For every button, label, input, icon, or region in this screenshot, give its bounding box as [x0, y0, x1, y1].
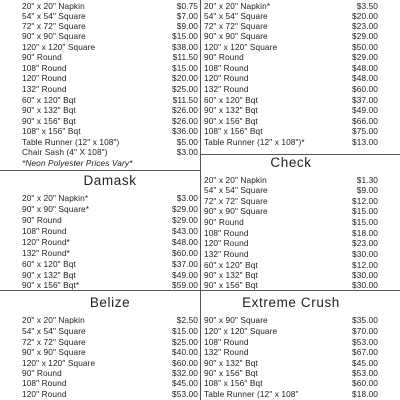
- price-row: [204, 95, 378, 105]
- item-label: 90" x 90" Square: [204, 206, 268, 216]
- item-label: 90" x 156" Bqt: [22, 116, 76, 126]
- item-label: 90" x 90" Square: [204, 31, 268, 41]
- price-row: [204, 347, 378, 357]
- price-row: [204, 1, 378, 11]
- item-price: $7.00: [176, 11, 198, 21]
- price-row: [22, 42, 198, 52]
- item-label: 108" Round: [204, 228, 249, 238]
- section-title: Belize: [89, 295, 131, 310]
- item-price: $15.00: [172, 326, 198, 336]
- item-price: $23.00: [352, 21, 378, 31]
- price-row: [22, 259, 198, 269]
- item-price: $53.00: [352, 368, 378, 378]
- item-price: $50.00: [352, 42, 378, 52]
- price-row: [204, 337, 378, 347]
- item-price: $30.00: [352, 280, 378, 290]
- item-label: 108" Round: [22, 63, 67, 73]
- item-price: $2.50: [176, 315, 198, 325]
- item-label: 90" x 156" Bqt: [204, 368, 258, 378]
- price-row: [204, 206, 378, 216]
- item-label: 132" Round: [204, 249, 249, 259]
- item-label: 54" x 54" Square: [22, 326, 86, 336]
- item-label: 20" x 20" Napkin*: [22, 193, 89, 203]
- price-row: [204, 42, 378, 52]
- item-label: 108" x 156" Bqt: [204, 378, 263, 388]
- item-label: 60" x 120" Bqt: [204, 260, 258, 270]
- price-row: [204, 217, 378, 227]
- item-label: 120" Round: [22, 73, 67, 83]
- price-row: [22, 347, 198, 357]
- price-row: [204, 238, 378, 248]
- price-row: [22, 378, 198, 388]
- section-title: Check: [270, 155, 312, 170]
- price-row: [22, 237, 198, 247]
- price-row: [204, 73, 378, 83]
- item-label: 90" x 132" Bqt: [22, 270, 76, 280]
- price-row: [22, 21, 198, 31]
- item-label: 120" x 120" Square: [22, 358, 96, 368]
- item-label: 72" x 72" Square: [22, 21, 86, 31]
- item-label: 60" x 120" Bqt: [22, 95, 76, 105]
- item-price: $23.00: [352, 238, 378, 248]
- item-label: 108" Round: [22, 226, 67, 236]
- price-row: [22, 204, 198, 214]
- price-row: [22, 147, 198, 157]
- item-price: $9.00: [356, 185, 378, 195]
- item-price: $37.00: [172, 259, 198, 269]
- item-label: 54" x 54" Square: [204, 185, 268, 195]
- item-label: 90" x 90" Square: [204, 315, 268, 325]
- item-price: $29.00: [172, 215, 198, 225]
- item-label: Table Runner (12" x 108")*: [204, 137, 305, 147]
- price-row: [204, 116, 378, 126]
- price-row: [204, 21, 378, 31]
- item-price: $48.00: [352, 63, 378, 73]
- price-row: [204, 11, 378, 21]
- section-divider-bottom: [0, 290, 400, 291]
- item-price: $75.00: [352, 126, 378, 136]
- price-row: [204, 196, 378, 206]
- price-row: [204, 270, 378, 280]
- item-label: 90" x 132" Bqt: [204, 105, 258, 115]
- price-row: [204, 105, 378, 115]
- price-row: [204, 326, 378, 336]
- item-price: $25.00: [172, 84, 198, 94]
- price-row: [22, 52, 198, 62]
- price-row: [22, 105, 198, 115]
- item-label: 90" Round: [22, 215, 62, 225]
- price-row: [22, 270, 198, 280]
- item-price: $26.00: [172, 116, 198, 126]
- item-label: 72" x 72" Square: [22, 337, 86, 347]
- item-label: 120" Round: [204, 238, 249, 248]
- item-price: $48.00: [172, 237, 198, 247]
- item-label: 20" x 20" Napkin: [22, 315, 85, 325]
- item-price: $38.00: [172, 42, 198, 52]
- item-price: $53.00: [172, 389, 198, 399]
- item-price: $3.50: [356, 1, 378, 11]
- item-label: 90" Round: [204, 217, 244, 227]
- item-price: $15.00: [172, 63, 198, 73]
- item-price: $1.30: [356, 175, 378, 185]
- price-row: [22, 73, 198, 83]
- item-label: 90" Round: [204, 52, 244, 62]
- price-row: [22, 31, 198, 41]
- item-label: 132" Round: [22, 84, 67, 94]
- price-row: [22, 248, 198, 258]
- item-label: 120" x 120" Square: [204, 326, 278, 336]
- item-label: 120" Round: [204, 73, 249, 83]
- item-price: $70.00: [352, 326, 378, 336]
- item-price: $15.00: [352, 217, 378, 227]
- item-price: $3.00: [176, 147, 198, 157]
- item-price: $18.00: [352, 389, 378, 399]
- item-price: $18.00: [352, 228, 378, 238]
- item-price: $35.00: [352, 315, 378, 325]
- item-label: 72" x 72" Square: [204, 196, 268, 206]
- item-label: 90" x 132" Bqt: [204, 358, 258, 368]
- item-label: 120" x 120" Square: [22, 42, 96, 52]
- item-price: $60.00: [352, 84, 378, 94]
- price-row: [204, 31, 378, 41]
- price-row: [22, 137, 198, 147]
- item-label: Chair Sash (4" X 108"): [22, 147, 108, 157]
- item-price: $20.00: [352, 11, 378, 21]
- item-label: 90" x 156" Bqt: [204, 116, 258, 126]
- item-label: 108" Round: [204, 63, 249, 73]
- item-price: $45.00: [172, 378, 198, 388]
- price-row: [22, 315, 198, 325]
- item-label: 90" x 132" Bqt: [204, 270, 258, 280]
- price-row: [204, 63, 378, 73]
- price-row: [22, 215, 198, 225]
- item-label: 132" Round: [204, 84, 249, 94]
- item-price: $66.00: [352, 116, 378, 126]
- item-label: 90" x 156" Bqt: [204, 280, 258, 290]
- item-label: 60" x 120" Bqt: [204, 95, 258, 105]
- price-row: [22, 116, 198, 126]
- item-price: $29.00: [352, 31, 378, 41]
- item-price: $5.00: [176, 137, 198, 147]
- price-row: [204, 175, 378, 185]
- item-price: $32.00: [172, 368, 198, 378]
- item-label: 120" x 120" Square: [204, 42, 278, 52]
- item-price: $15.00: [352, 206, 378, 216]
- price-row: [22, 126, 198, 136]
- item-price: $29.00: [352, 52, 378, 62]
- price-row: [204, 358, 378, 368]
- price-row: [22, 389, 198, 399]
- item-label: 20" x 20" Napkin*: [204, 1, 271, 11]
- item-label: 90" Round: [22, 368, 62, 378]
- section-title: Extreme Crush: [242, 295, 340, 310]
- item-price: $3.00: [176, 193, 198, 203]
- price-row: [204, 260, 378, 270]
- item-label: 90" x 90" Square: [22, 31, 86, 41]
- item-price: $29.00: [172, 204, 198, 214]
- item-price: $60.00: [172, 358, 198, 368]
- item-price: $0.75: [176, 1, 198, 11]
- item-price: $11.50: [172, 95, 198, 105]
- item-label: 108" x 156" Bqt: [22, 126, 81, 136]
- column-divider: [200, 0, 201, 400]
- item-price: $45.00: [352, 358, 378, 368]
- item-price: $11.50: [172, 52, 198, 62]
- price-row: [204, 368, 378, 378]
- price-row: [22, 63, 198, 73]
- item-label: 60" x 120" Bqt: [22, 259, 76, 269]
- item-price: $12.00: [352, 260, 378, 270]
- item-price: $49.00: [352, 105, 378, 115]
- price-row: [22, 84, 198, 94]
- price-row: [22, 280, 198, 290]
- price-row: [22, 368, 198, 378]
- item-label: 120" Round*: [22, 237, 70, 247]
- price-row: [22, 326, 198, 336]
- item-label: 72" x 72" Square: [204, 21, 268, 31]
- item-price: $20.00: [172, 73, 198, 83]
- item-label: 108" Round: [204, 337, 249, 347]
- item-price: $53.00: [352, 337, 378, 347]
- item-price: $9.00: [176, 21, 198, 31]
- price-row: [204, 249, 378, 259]
- item-price: $67.00: [352, 347, 378, 357]
- note-text: *Neon Polyester Prices Vary*: [22, 158, 133, 168]
- item-label: 132" Round: [204, 347, 249, 357]
- item-label: 20" x 20" Napkin: [22, 1, 85, 11]
- price-row: [204, 315, 378, 325]
- price-row: [22, 337, 198, 347]
- item-price: $30.00: [352, 270, 378, 280]
- price-row: [204, 126, 378, 136]
- price-row: [22, 358, 198, 368]
- item-label: 90" Round: [22, 52, 62, 62]
- price-row: [204, 52, 378, 62]
- item-price: $36.00: [172, 126, 198, 136]
- item-label: 108" x 156" Bqt: [204, 126, 263, 136]
- item-price: $15.00: [172, 31, 198, 41]
- price-row: [204, 389, 378, 399]
- price-row: [22, 193, 198, 203]
- item-price: $30.00: [352, 249, 378, 259]
- item-label: 108" Round: [22, 378, 67, 388]
- item-label: Table Runner (12" x 108"): [22, 137, 120, 147]
- price-row: [204, 228, 378, 238]
- price-row: [22, 1, 198, 11]
- item-price: $12.00: [352, 196, 378, 206]
- item-label: 90" x 156" Bqt*: [22, 280, 80, 290]
- price-row: [204, 280, 378, 290]
- item-label: 90" x 132" Bqt: [22, 105, 76, 115]
- item-price: $60.00: [172, 248, 198, 258]
- price-row: [204, 185, 378, 195]
- item-label: 120" Round: [22, 389, 67, 399]
- price-row: [204, 137, 378, 147]
- price-row: [22, 226, 198, 236]
- item-label: 54" x 54" Square: [22, 11, 86, 21]
- item-label: 132" Round*: [22, 248, 70, 258]
- item-label: 20" x 20" Napkin: [204, 175, 267, 185]
- item-price: $37.00: [352, 95, 378, 105]
- section-title: Damask: [83, 173, 137, 188]
- item-price: $40.00: [172, 347, 198, 357]
- item-label: 54" x 54" Square: [204, 11, 268, 21]
- price-row: [22, 11, 198, 21]
- item-price: $59.00: [172, 280, 198, 290]
- item-price: $13.00: [352, 137, 378, 147]
- item-price: $48.00: [352, 73, 378, 83]
- neon-note: [22, 158, 198, 168]
- price-row: [204, 378, 378, 388]
- item-label: 90" x 90" Square*: [22, 204, 90, 214]
- price-row: [204, 84, 378, 94]
- item-price: $43.00: [172, 226, 198, 236]
- item-price: $60.00: [352, 378, 378, 388]
- item-price: $49.00: [172, 270, 198, 280]
- item-price: $26.00: [172, 105, 198, 115]
- item-label: 90" x 90" Square: [22, 347, 86, 357]
- price-row: [22, 95, 198, 105]
- item-price: $25.00: [172, 337, 198, 347]
- item-label: Table Runner (12" x 108": [204, 389, 299, 399]
- section-divider-damask: [0, 170, 200, 171]
